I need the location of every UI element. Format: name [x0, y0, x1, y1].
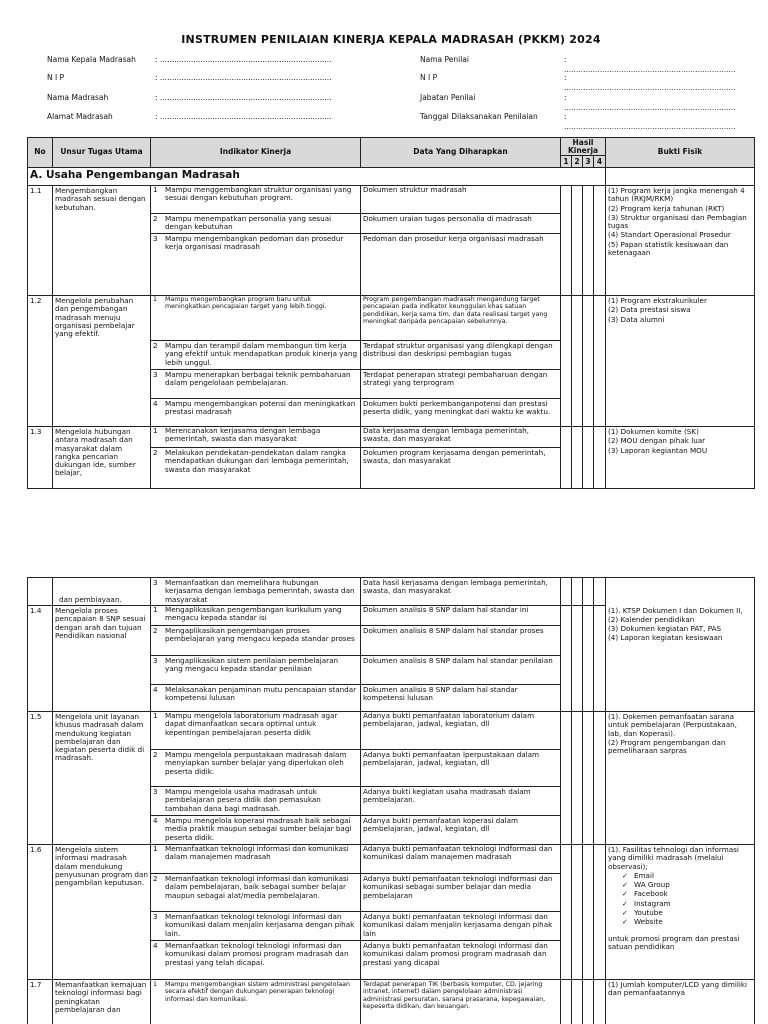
expected-data-cell: Adanya bukti pemanfaatan teknologi indformasi dan komunikasi dalam manajemen madrasah Adanya bukti pemanfaatan teknologi indformasi dan komunikasi sebagai sumber belajar dan media pembelajaran Adanya bukti pemanfaatan teknologi informasi dan komunikasi dalam menjalin kerjasama dengan pihak lain Adanya bukti pemanfaatan teknologi informasi dan komunikasi dalam promosi program madrasah dan prestasi yang dicapai [361, 845, 561, 980]
score-cell[interactable] [572, 427, 583, 489]
expected-data-cell: Program pengembangan madrasah mengandung target pencapaian pada indikator keunggulan khas satuan pendidikan, kerja sama tim, dan data realisasi target yang meningkat daripada pencapaian sebelumnya. Terdapat struktur organisasi yang dilengkapi dengan distribusi dan deskripsi pembagian tugas Terdapat penerapan strategi pembaharuan dengan strategi yang terprogram Dokumen bukti perkembanganpotensi dan prestasi peserta didik, yang meningkat dari waktu ke waktu. [361, 296, 561, 427]
check-icon: ✓ Youtube [608, 909, 752, 917]
score-cell[interactable] [594, 980, 606, 1024]
score-cell[interactable] [572, 186, 583, 296]
label-nip-penilai: N I P [420, 73, 438, 82]
label-alamat-madrasah: Alamat Madrasah [47, 112, 113, 121]
dots-nama-penilai: ........................................................................ [564, 65, 736, 74]
unsur-tugas: dan pembiayaan. [53, 578, 151, 606]
bukti-fisik-cell: (1) Dokumen komite (SK) (2) MOU dengan pihak luar (3) Laporan kegiantan MOU [606, 427, 755, 489]
indicator-cell: 3 Memanfaatkan dan memelihara hubungan kerjasama dengan lembaga pemerintah, swasta dan masyarakat [151, 578, 361, 606]
score-cell[interactable] [594, 606, 606, 712]
row-number: 1.2 [28, 296, 53, 427]
row-number: 1.5 [28, 712, 53, 845]
bukti-fisik-cell: (1) Jumlah komputer/LCD yang dimiliki dan pemanfaatannya [606, 980, 755, 1024]
expected-data-cell: Data kerjasama dengan lembaga pemerintah, swasta, dan masyarakat Dokumen program kerjasama dengan pemerintah, swasta, dan masyarakat [361, 427, 561, 489]
score-cell[interactable] [583, 712, 594, 845]
page-gap [0, 505, 768, 574]
expected-data-cell: Data hasil kerjasama dengan lembaga pemerintah, swasta, dan masyarakat [361, 578, 561, 606]
check-icon: ✓ WA Group [608, 881, 752, 889]
unsur-tugas: Memanfaatkan kemajuan teknologi informasi bagi peningkatan pembelajaran dan [53, 980, 151, 1024]
dots-nip-penilai: ........................................................................ [564, 83, 736, 92]
header-bukti-fisik: Bukti Fisik [606, 138, 755, 168]
bukti-fisik-cell [606, 578, 755, 606]
score-cell[interactable] [583, 980, 594, 1024]
expected-data-cell: Adanya bukti pemanfaatan laboratorium dalam pembelajaran, jadwal, kegiatan, dll Adanya bukti pemanfaatan lperpustakaan dalam pembelajaran, jadwal, kegiatan, dll Adanya bukti kegiatan usaha madrasah dalam pembelajaran. Adanya bukti pemanfaatan koperasi dalam pembelajaran, jadwal, kegiatan, dll [361, 712, 561, 845]
value-nama-kepala: : ........................................................................ [155, 55, 332, 64]
colon-tanggal-penilaian: : [564, 112, 567, 121]
indicator-cell: 1 Merencanakan kerjasama dengan lembaga pemerintah, swasta dan masyarakat 2 Melakukan pendekatan-pendekatan dalam rangka mendapatkan dukungan dari lembaga pemerintah, swasta dan masyarakat [151, 427, 361, 489]
score-cell[interactable] [572, 296, 583, 427]
score-cell[interactable] [572, 712, 583, 845]
expected-data-cell: Terdapat penerapan TIK (berbasis komputer, CD, jejaring intranet, internet) dalam pengelolaan administrasi administrasi persuratan, sarana prasarana, kepegawaian, kepeserta didikan, dan keuangan. [361, 980, 561, 1024]
indicator-cell: 1 Mampu mengembangkan program baru untuk meningkatkan pencapaian target yang lebih tinggi. 2 Mampu dan terampil dalam membangun tim kerja yang efektif untuk mendapatkan produk kinerja yang lebih unggul. 3 Mampu menerapkan berbagai teknik pembaharuan dalam pengelolaan pembelajaran. 4 Mampu mengembangkan potensi dan meningkatkan prestasi madrasah [151, 296, 361, 427]
score-cell[interactable] [561, 427, 572, 489]
dots-tanggal-penilaian: ........................................................................ [564, 122, 736, 131]
score-cell[interactable] [561, 296, 572, 427]
colon-nip-penilai: : [564, 73, 567, 82]
table-row [28, 712, 755, 845]
label-nama-penilai: Nama Penilai [420, 55, 469, 64]
score-cell[interactable] [572, 980, 583, 1024]
table-row [28, 427, 755, 489]
score-cell[interactable] [572, 845, 583, 980]
unsur-tugas: Mengelola perubahan dan pengembangan madrasah menuju organisasi pembelajar yang efektif. [53, 296, 151, 427]
header-unsur-tugas: Unsur Tugas Utama [53, 138, 151, 168]
indicator-cell: 1 Mampu mengembangkan sistem administrasi pengelolaan secara efektif dengan dukungan penerapan teknologi informasi dan komunikasi. [151, 980, 361, 1024]
bukti-fisik-cell: (1) Program kerja jangka menengah 4 tahun (RKJM/RKM) (2) Program kerja tahunan (RKT) (3) Struktur organisasi dan Pembagian tugas (4) Standart Operasional Prosedur (5) Papan statistik kesiswaan dan ketenagaan [606, 186, 755, 296]
check-icon: ✓ Facebook [608, 890, 752, 898]
score-cell[interactable] [594, 427, 606, 489]
bukti-fisik-cell: (1). Dokemen pemanfaatan sarana untuk pembelajaran (Perpustakaan, lab, dan Koperasi). (2) Program pengembangan dan pemeliharaan sarpras [606, 712, 755, 845]
unsur-tugas: Mengelola proses pencapaian 8 SNP sesuai dengan arah dan tujuan Pendidikan nasional [53, 606, 151, 712]
header-indikator: Indikator Kinerja [151, 138, 361, 168]
score-cell[interactable] [561, 980, 572, 1024]
row-number: 1.7 [28, 980, 53, 1024]
value-nip-kepala: : ........................................................................ [155, 73, 332, 82]
score-cell[interactable] [594, 712, 606, 845]
row-number [28, 578, 53, 606]
colon-jabatan-penilai: : [564, 93, 567, 102]
bukti-fisik-cell: (1). KTSP Dokumen I dan Dokumen II, (2) Kalender pendidikan (3) Dokumen kegiatan PAT, PAS (4) Laporan kegiatan kesiswaan [606, 606, 755, 712]
value-nama-madrasah: : ........................................................................ [155, 93, 332, 102]
colon-nama-penilai: : [564, 55, 567, 64]
dots-jabatan-penilai: ........................................................................ [564, 103, 736, 112]
score-cell[interactable] [594, 578, 606, 606]
document-page-1 [0, 0, 768, 505]
score-cell[interactable] [561, 712, 572, 845]
header-score-2: 2 [572, 156, 583, 168]
header-score-4: 4 [594, 156, 606, 168]
score-cell[interactable] [594, 845, 606, 980]
row-number: 1.3 [28, 427, 53, 489]
table-row [28, 845, 755, 980]
score-cell[interactable] [594, 186, 606, 296]
score-cell[interactable] [561, 606, 572, 712]
score-cell[interactable] [583, 296, 594, 427]
table-row [28, 186, 755, 296]
assessment-table-part-2 [27, 577, 755, 1024]
header-hasil-kinerja: Hasil Kinerja [561, 138, 606, 156]
label-nama-kepala: Nama Kepala Madrasah [47, 55, 136, 64]
section-heading-blank [606, 168, 755, 186]
label-nama-madrasah: Nama Madrasah [47, 93, 109, 102]
score-cell[interactable] [583, 427, 594, 489]
check-icon: ✓ Email [608, 872, 752, 880]
unsur-tugas: Mengelola unit layanan khusus madrasah dalam mendukung kegiatan pembelajaran dan kegiatan peserta didik di madrasah. [53, 712, 151, 845]
unsur-tugas: Mengembangkan madrasah sesuai dengan kebutuhan. [53, 186, 151, 296]
table-row [28, 578, 755, 606]
row-number: 1.4 [28, 606, 53, 712]
row-number: 1.1 [28, 186, 53, 296]
score-cell[interactable] [583, 606, 594, 712]
score-cell[interactable] [572, 606, 583, 712]
score-cell[interactable] [594, 296, 606, 427]
header-no: No [28, 138, 53, 168]
score-cell[interactable] [561, 845, 572, 980]
score-cell[interactable] [572, 578, 583, 606]
unsur-tugas: Mengelola sistem informasi madrasah dalam mendukung penyusunan program dan pengambilan keputusan. [53, 845, 151, 980]
score-cell[interactable] [561, 578, 572, 606]
bukti-fisik-cell: (1) Program ekstrakurikuler (2) Data prestasi siswa (3) Data alumni [606, 296, 755, 427]
expected-data-cell: Dokumen struktur madrasah Dokumen uraian tugas personalia di madrasah Pedoman dan prosedur kerja organisasi madrasah [361, 186, 561, 296]
header-score-1: 1 [561, 156, 572, 168]
check-icon: ✓ Instagram [608, 900, 752, 908]
assessment-table-part-1 [27, 137, 755, 489]
table-row [28, 296, 755, 427]
indicator-cell: 1 Mampu menggembangkan struktur organisasi yang sesuai dengan kebutuhan program. 2 Mampu menempatkan personalia yang sesuai dengan kebutuhan 3 Mampu mengembangkan pedoman dan prosedur kerja organisasi madrasah [151, 186, 361, 296]
score-cell[interactable] [583, 186, 594, 296]
document-title: INSTRUMEN PENILAIAN KINERJA KEPALA MADRASAH (PKKM) 2024 [181, 33, 601, 46]
table-row [28, 980, 755, 1024]
header-data-diharapkan: Data Yang Diharapkan [361, 138, 561, 168]
label-nip-kepala: N I P [47, 73, 65, 82]
indicator-cell: 1 Mampu mengelola laboratorium madrasah agar dapat dimanfaatkan secara optimal untuk kepentingan pembelajaran peserta didik 2 Mampu mengelola perpustakaan madrasah dalam menyiapkan sumber belajar yang diperlukan oleh peserta didik. 3 Mampu mengelola usaha madrasah untuk pembelajaran pesera didik dan pemasukan tambahan dana bagi madrasah. 4 Mampu mengelola koperasi madrasah baik sebagai media praktik maupun sebagai sumber belajar bagi peserta didik. [151, 712, 361, 845]
table-row [28, 606, 755, 712]
section-heading-a: A. Usaha Pengembangan Madrasah [28, 168, 606, 186]
score-cell[interactable] [583, 845, 594, 980]
label-tanggal-penilaian: Tanggal Dilaksanakan Penilaian [420, 112, 538, 121]
expected-data-cell: Dokumen analisis 8 SNP dalam hal standar ini Dokumen analisis 8 SNP dalam hal standar proses Dokumen analisis 8 SNP dalam hal standar penilaian Dokumen analisis 8 SNP dalam hal standar kompetensi lulusan [361, 606, 561, 712]
score-cell[interactable] [561, 186, 572, 296]
row-number: 1.6 [28, 845, 53, 980]
bukti-fisik-cell: (1). Fasilitas tehnologi dan informasi yang dimiliki madrasah (melalui observasi); ✓ Email ✓ WA Group ✓ Facebook ✓ Instagram ✓ Youtube ✓ Website untuk promosi program dan prestasi satuan pendidikan [606, 845, 755, 980]
value-alamat-madrasah: : ........................................................................ [155, 112, 332, 121]
header-score-3: 3 [583, 156, 594, 168]
score-cell[interactable] [583, 578, 594, 606]
indicator-cell: 1 Memanfaatkan teknologi informasi dan komunikasi dalam manajemen madrasah 2 Memanfaatkan teknologi informasi dan komunikasi dalam pembelajaran, baik sebagai sumber belajar maupun sebagai alat/media pembelajaran. 3 Memanfaatkan teknologi teknologi informasi dan komunikasi dalam menjalin kerjasama dengan pihak lain. 4 Memanfaatkan teknologi teknologi informasi dan komunikasi dalam promosi program madrasah dan prestasi yang telah dicapai. [151, 845, 361, 980]
check-icon: ✓ Website [608, 918, 752, 926]
indicator-cell: 1 Mengaplikasikan pengembangan kurikulum yang mengacu kepada standar isi 2 Mengaplikasikan pengembangan proses pembelajaran yang mengacu kepada standar proses 3 Mengaplikasikan sistem penilaian pembelajaran yang mengacu kepada standar penilaian 4 Melaksanakan penjaminan mutu pencapaian standar kompetensi lulusan [151, 606, 361, 712]
unsur-tugas: Mengelola hubungan antara madrasah dan masyarakat dalam rangka pencarian dukungan ide, sumber belajar, [53, 427, 151, 489]
label-jabatan-penilai: Jabatan Penilai [420, 93, 476, 102]
document-page-2 [0, 574, 768, 1024]
